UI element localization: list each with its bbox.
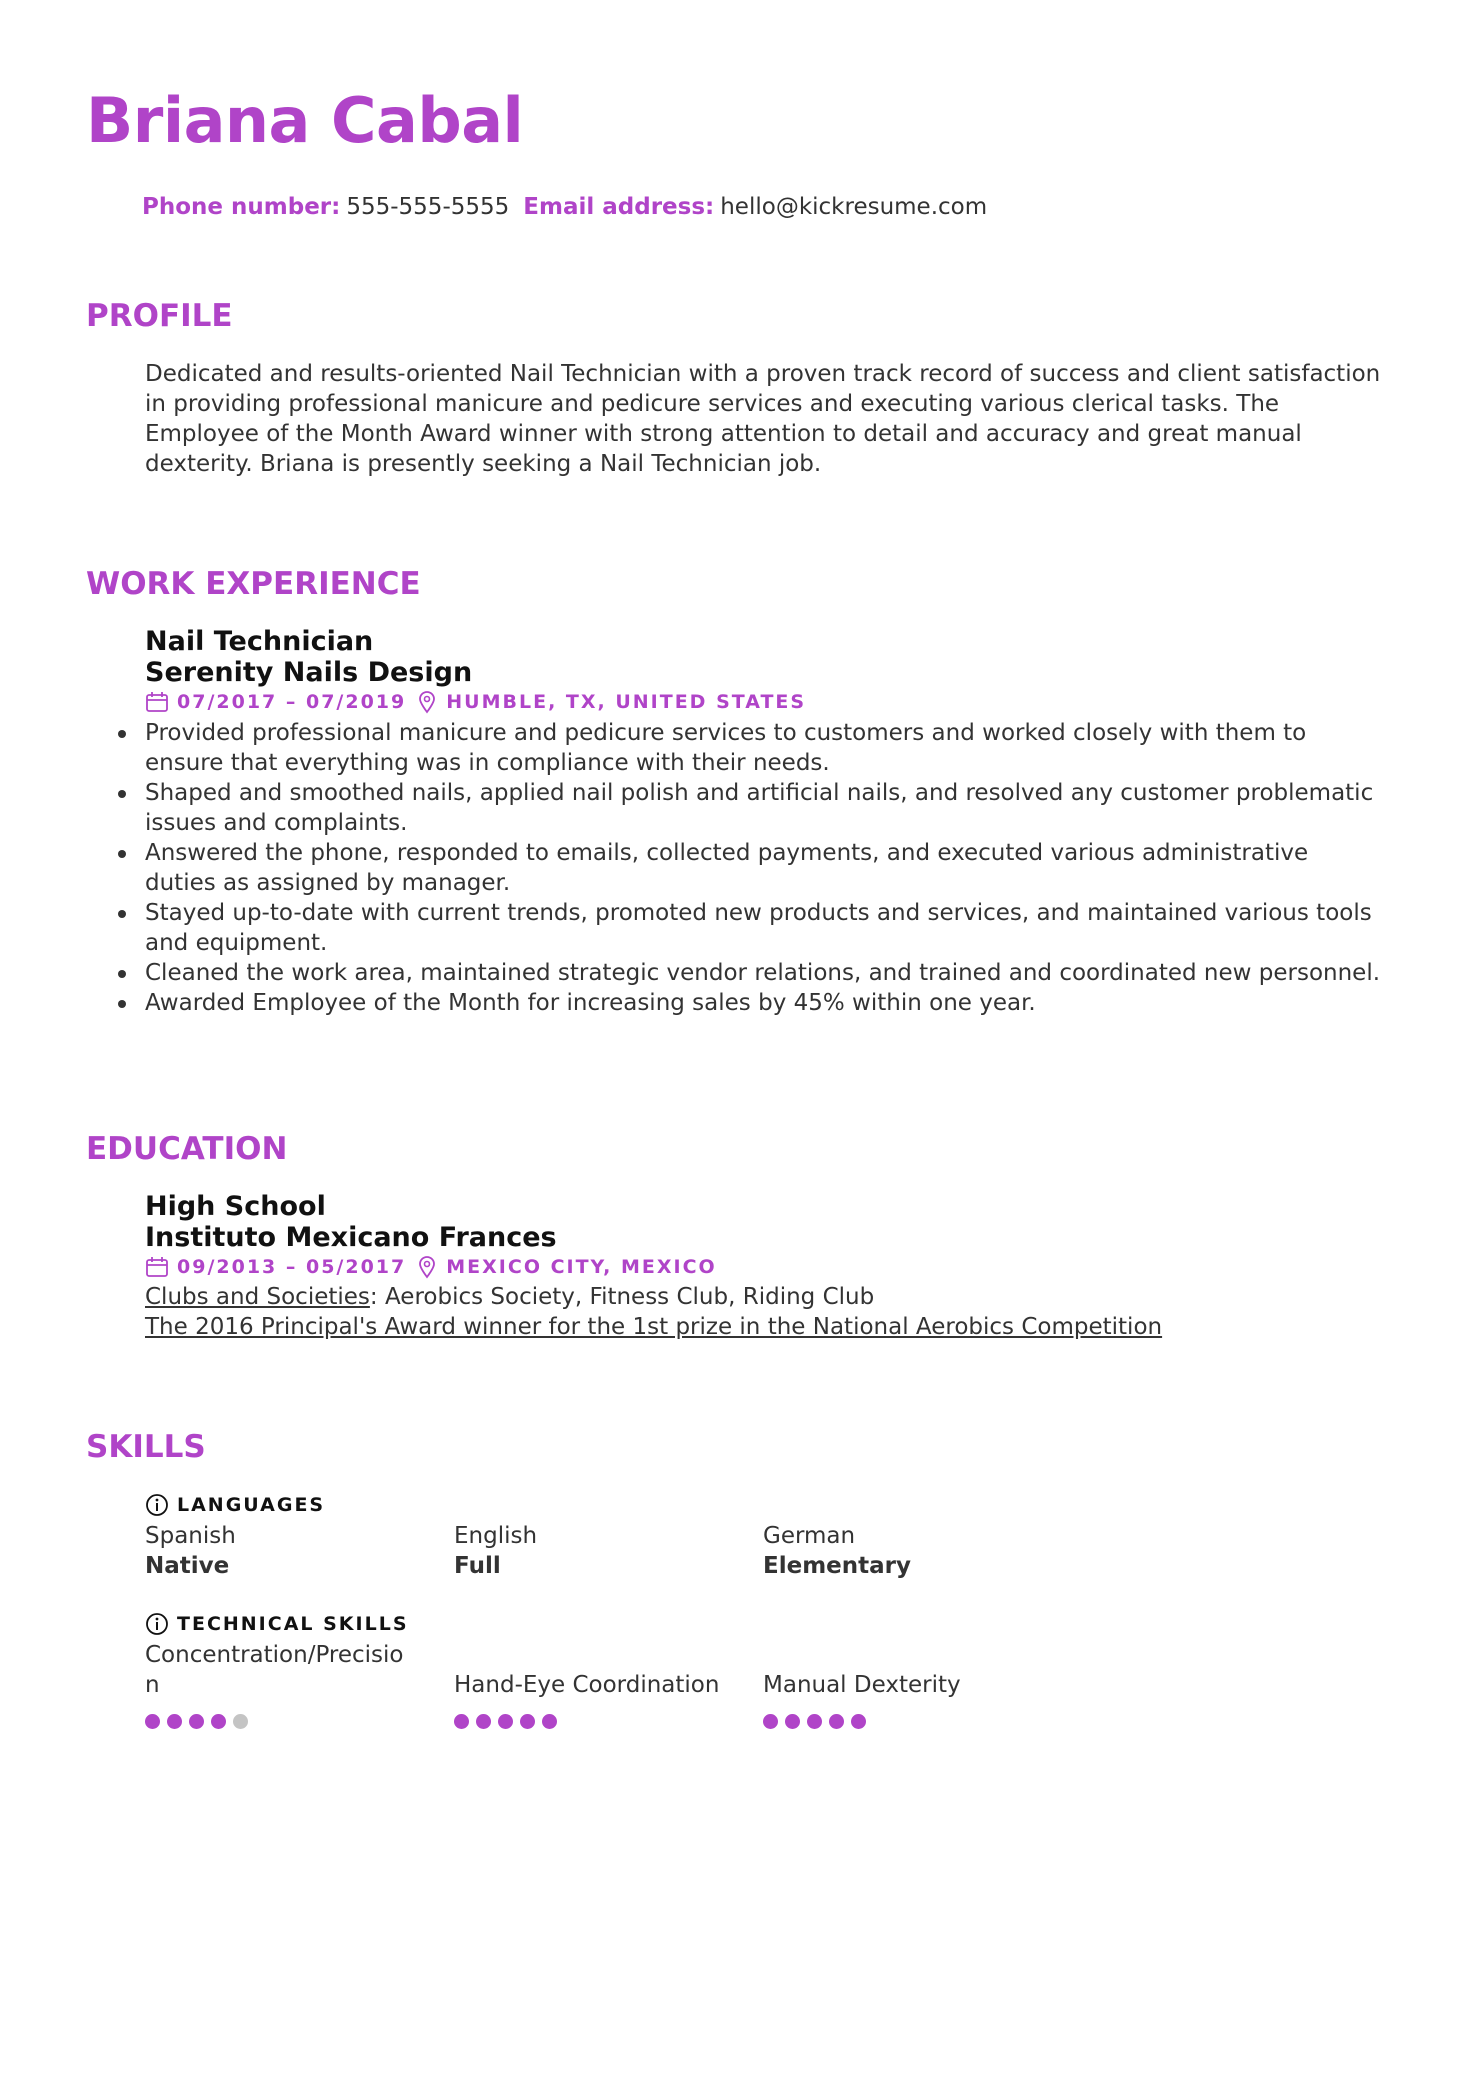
list-item: Cleaned the work area, maintained strategic vendor relations, and trained and coordinated new personnel. [145, 958, 1385, 988]
calendar-icon [145, 1256, 169, 1278]
rating-dot-empty [233, 1714, 248, 1729]
work-dates: 07/2017 – 07/2019 [177, 691, 407, 713]
rating-dot-filled [167, 1714, 182, 1729]
skills-heading: SKILLS [86, 1429, 206, 1465]
rating-dot-filled [476, 1714, 491, 1729]
technical-skills-heading [145, 1611, 409, 1637]
skill-name-line: Hand-Eye Coordination [454, 1672, 720, 1698]
rating-dot-filled [189, 1714, 204, 1729]
rating-dot-filled [829, 1714, 844, 1729]
location-pin-icon [418, 1255, 436, 1279]
rating-dot-filled [807, 1714, 822, 1729]
email-value: hello@kickresume.com [720, 194, 988, 220]
language-level: Elementary [763, 1553, 911, 1579]
list-item: Answered the phone, responded to emails, collected payments, and executed various administrative duties as assigned by manager. [145, 838, 1385, 898]
rating-dot-filled [498, 1714, 513, 1729]
education-meta [145, 1254, 717, 1280]
profile-heading: PROFILE [86, 298, 233, 334]
skill-rating [763, 1714, 866, 1729]
language-name: Spanish [145, 1523, 236, 1549]
rating-dot-filled [145, 1714, 160, 1729]
job-title: Nail Technician [145, 626, 374, 657]
language-name: English [454, 1523, 538, 1549]
candidate-name: Briana Cabal [86, 84, 524, 157]
work-heading: WORK EXPERIENCE [86, 566, 421, 602]
contact-line [142, 190, 1001, 224]
list-item: Stayed up-to-date with current trends, promoted new products and services, and maintained various tools and equipment. [145, 898, 1385, 958]
languages-label: LANGUAGES [177, 1494, 326, 1516]
clubs-text: : Aerobics Society, Fitness Club, Riding Club [369, 1284, 875, 1310]
phone-value: 555-555-5555 [346, 194, 510, 220]
rating-dot-filled [211, 1714, 226, 1729]
rating-dot-filled [520, 1714, 535, 1729]
rating-dot-filled [785, 1714, 800, 1729]
email-label: Email address: [523, 194, 715, 220]
languages-heading [145, 1492, 325, 1518]
rating-dot-filled [542, 1714, 557, 1729]
work-bullets [145, 718, 1385, 1018]
clubs-label: Clubs and Societies [145, 1284, 370, 1310]
skill-name-line: Concentration/Precisio [145, 1642, 404, 1668]
education-location: MEXICO CITY, MEXICO [446, 1256, 717, 1278]
language-level: Native [145, 1553, 230, 1579]
skill-name-line: Manual Dexterity [763, 1672, 961, 1698]
skill-rating [145, 1714, 248, 1729]
education-heading: EDUCATION [86, 1131, 288, 1167]
info-icon [145, 1493, 169, 1517]
rating-dot-filled [851, 1714, 866, 1729]
rating-dot-filled [454, 1714, 469, 1729]
award-line: The 2016 Principal's Award winner for the 1st prize in the National Aerobics Competition [145, 1314, 1163, 1340]
work-location: HUMBLE, TX, UNITED STATES [446, 691, 807, 713]
profile-text: Dedicated and results-oriented Nail Technician with a proven track record of success and client satisfaction in providing professional manicure and pedicure services and executing various clerical tasks. The Employee of the Month Award winner with strong attention to detail and accuracy and great manual dexterity. Briana is presently seeking a Nail Technician job. [145, 361, 1381, 477]
list-item: Shaped and smoothed nails, applied nail polish and artificial nails, and resolved any customer problematic issues and complaints. [145, 778, 1385, 838]
clubs-line [145, 1282, 874, 1312]
technical-skills-label: TECHNICAL SKILLS [177, 1613, 409, 1635]
phone-label: Phone number: [142, 194, 341, 220]
skill-name-line: n [145, 1672, 160, 1698]
rating-dot-filled [763, 1714, 778, 1729]
language-name: German [763, 1523, 856, 1549]
calendar-icon [145, 691, 169, 713]
list-item: Provided professional manicure and pedicure services to customers and worked closely with them to ensure that everything was in compliance with their needs. [145, 718, 1385, 778]
degree-title: High School [145, 1191, 326, 1222]
skill-rating [454, 1714, 557, 1729]
school-name: Instituto Mexicano Frances [145, 1222, 557, 1253]
language-level: Full [454, 1553, 501, 1579]
list-item: Awarded Employee of the Month for increasing sales by 45% within one year. [145, 988, 1385, 1018]
work-meta [145, 689, 806, 715]
info-icon [145, 1612, 169, 1636]
location-pin-icon [418, 690, 436, 714]
education-dates: 09/2013 – 05/2017 [177, 1256, 407, 1278]
company-name: Serenity Nails Design [145, 657, 473, 688]
